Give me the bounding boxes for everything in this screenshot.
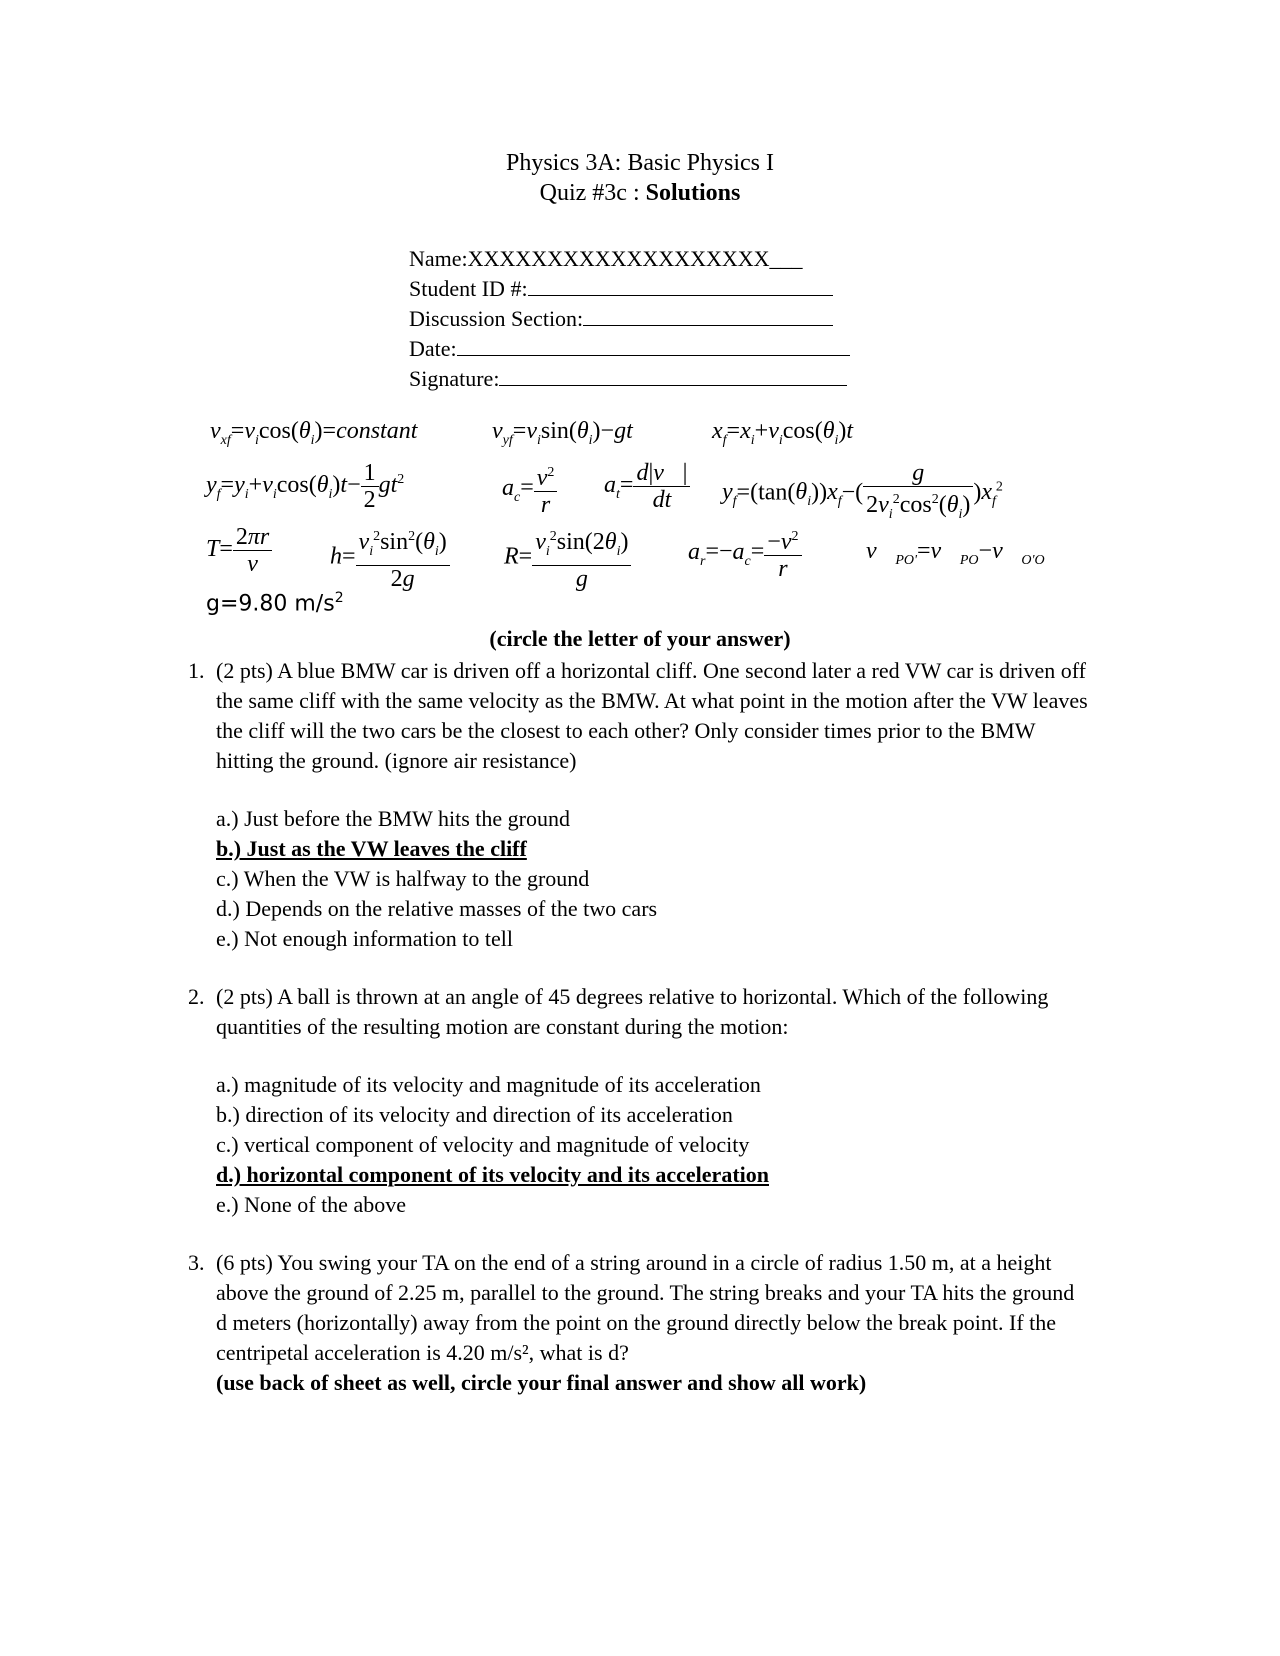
q2-option-d-correct[interactable]: d.) horizontal component of its velocity and its acceleration [216, 1162, 769, 1187]
question-1-text: (2 pts) A blue BMW car is driven off a horizontal cliff. One second later a red VW car is driven off the same cliff with the same velocity as the BMW. At what point in the motion after the VW leaves the cliff will the two cars be the closest to each other? Only consider times prior to the BMW hitting the ground. (ignore air resistance) [216, 658, 1088, 773]
name-field: Name:XXXXXXXXXXXXXXXXXXX___ [409, 246, 803, 271]
q1-option-d[interactable]: d.) Depends on the relative masses of the two cars [216, 896, 658, 921]
quiz-title [0, 180, 1280, 207]
q2-option-e[interactable]: e.) None of the above [216, 1192, 406, 1217]
eq-period: T= $\frac{2\pi r}{v}$ [206, 524, 272, 577]
eq-height: h= $\frac{v_i^2\sin^2(\theta_i)}{2g}$ [330, 524, 450, 592]
quiz-solutions: Solutions [645, 180, 741, 206]
q2-option-c[interactable]: c.) vertical component of velocity and magnitude of velocity [216, 1132, 750, 1157]
course-title: Physics 3A: Basic Physics I [505, 150, 774, 176]
student-fields [409, 244, 850, 394]
q2-option-b[interactable]: b.) direction of its velocity and direction of its acceleration [216, 1102, 733, 1127]
question-2-options [216, 1070, 769, 1220]
eq-relative-velocity: $v⃗_{PO'}=v⃗_{PO}-v⃗_{O'O}$ [866, 538, 1045, 568]
question-2-number: 2. [188, 984, 205, 1009]
date-field[interactable]: Date: [409, 334, 850, 364]
signature-field[interactable]: Signature: [409, 364, 850, 394]
eq-vxf: $v_{xf}=v_i\cos(\theta_i)=constant$ [210, 418, 418, 448]
question-1-number: 1. [188, 658, 205, 683]
eq-range: R= $\frac{v_i^2\sin(2\theta_i)}{g}$ [504, 524, 631, 592]
eq-ar: $a_r=-a_c=$ $\frac{-v^2}{r}$ [688, 524, 802, 582]
discussion-field[interactable]: Discussion Section: [409, 304, 850, 334]
q1-option-b-correct[interactable]: b.) Just as the VW leaves the cliff [216, 836, 527, 861]
question-3-number: 3. [188, 1250, 205, 1275]
eq-at: $a_t=$ $\frac{d|v⃗|}{dt}$ [604, 460, 690, 513]
q1-option-a[interactable]: a.) Just before the BMW hits the ground [216, 806, 570, 831]
question-2-text: (2 pts) A ball is thrown at an angle of 45 degrees relative to horizontal. Which of the following quantities of the resulting motion are constant during the motion: [216, 984, 1049, 1039]
question-3-note: (use back of sheet as well, circle your final answer and show all work) [216, 1370, 867, 1395]
question-1-options [216, 804, 657, 954]
instruction: (circle the letter of your answer) [489, 626, 791, 651]
quiz-prefix: Quiz #3c : [539, 180, 646, 206]
q1-option-e[interactable]: e.) Not enough information to tell [216, 926, 513, 951]
question-3-text: (6 pts) You swing your TA on the end of a string around in a circle of radius 1.50 m, at a height above the ground of 2.25 m, parallel to the ground. The string breaks and your TA hits the ground d meters (horizontally) away from the point on the ground directly below the break point. If the centripetal acceleration is 4.20 m/s², what is d? [216, 1250, 1075, 1365]
q2-option-a[interactable]: a.) magnitude of its velocity and magnitude of its acceleration [216, 1072, 761, 1097]
eq-vyf: $v_{yf}=v_i\sin(\theta_i)-gt$ [492, 418, 633, 448]
eq-gravity: g=9.80 $m/s^2$ [206, 590, 344, 617]
eq-yf: $y_f=y_i+v_i\cos(\theta_i)t-$ $\frac{1}{2}$ $gt^2$ [206, 460, 405, 513]
q1-option-c[interactable]: c.) When the VW is halfway to the ground [216, 866, 590, 891]
question-1 [188, 656, 1088, 776]
question-3 [188, 1248, 1088, 1398]
question-2 [188, 982, 1088, 1042]
eq-trajectory: $y_f=(\tan(\theta_i))x_f-$( $\frac{g}{2v_i^2\cos^2(\theta_i)}$ )$x_f^2$ [722, 460, 1003, 522]
student-id-field[interactable]: Student ID #: [409, 274, 850, 304]
eq-xf: $x_f=x_i+v_i\cos(\theta_i)t$ [712, 418, 854, 448]
eq-ac: $a_c=$ $\frac{v^2}{r}$ [502, 460, 557, 518]
